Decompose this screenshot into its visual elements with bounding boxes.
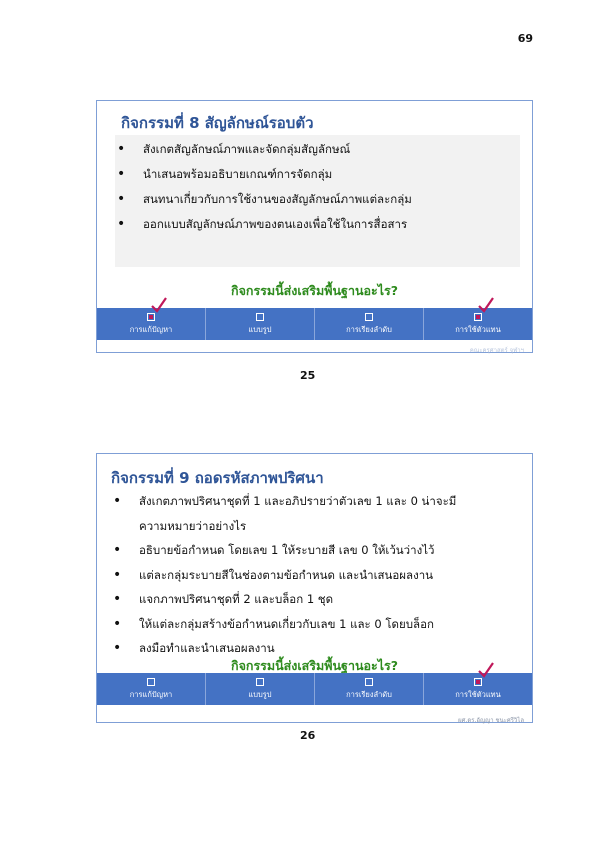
list-item <box>111 538 456 563</box>
list-item <box>111 563 456 588</box>
bullet-dot-icon: • <box>117 191 126 207</box>
checkbox-icon[interactable] <box>147 678 155 686</box>
question-heading: กิจกรรมนี้ส่งเสริมพื้นฐานอะไร? <box>231 658 398 673</box>
checkbox-icon[interactable] <box>147 313 155 321</box>
question-heading: กิจกรรมนี้ส่งเสริมพื้นฐานอะไร? <box>231 283 398 298</box>
option-pattern[interactable] <box>206 673 315 705</box>
option-problem-solving[interactable] <box>97 673 206 705</box>
slide-number: 25 <box>300 369 316 382</box>
option-label: แบบรูป <box>248 325 272 334</box>
list-item-text: สนทนาเกี่ยวกับการใช้งานของสัญลักษณ์ภาพแต่ละกลุ่ม <box>143 192 412 206</box>
list-item <box>111 489 456 514</box>
bullet-dot-icon: • <box>113 542 122 558</box>
checkbox-icon[interactable] <box>365 678 373 686</box>
bullet-dot-icon: • <box>117 216 126 232</box>
list-item-text: สังเกตภาพปริศนาชุดที่ 1 และอภิปรายว่าตัวเลข 1 และ 0 น่าจะมี <box>139 494 457 508</box>
checkbox-icon[interactable] <box>256 313 264 321</box>
page-number: 69 <box>517 32 533 45</box>
activity-slide-8 <box>96 100 533 353</box>
list-item-text: อธิบายข้อกำหนด โดยเลข 1 ให้ระบายสี เลข 0 ให้เว้นว่างไว้ <box>139 543 435 557</box>
list-item <box>115 212 412 237</box>
checkbox-icon[interactable] <box>474 678 482 686</box>
slide-credit: ผศ.ดร.อัญญา ชนะศรีวิไล <box>458 717 524 724</box>
checkbox-icon[interactable] <box>256 678 264 686</box>
option-label: การเรียงลำดับ <box>346 690 392 699</box>
option-pattern[interactable] <box>206 308 315 340</box>
slide-title: กิจกรรมที่ 8 สัญลักษณ์รอบตัว <box>121 114 314 132</box>
bullet-dot-icon: • <box>113 566 122 583</box>
option-representation[interactable] <box>424 308 532 340</box>
list-item-text: แต่ละกลุ่มระบายสีในช่องตามข้อกำหนด และนำเสนอผลงาน <box>139 567 434 582</box>
bullet-list <box>111 489 456 661</box>
option-ordering[interactable] <box>315 308 424 340</box>
options-bar <box>97 673 532 705</box>
list-item-continuation: ความหมายว่าอย่างไร <box>139 518 247 533</box>
option-label: การเรียงลำดับ <box>346 325 392 334</box>
option-label: การแก้ปัญหา <box>129 690 173 699</box>
option-label: การใช้ตัวแทน <box>455 325 501 334</box>
options-bar <box>97 308 532 340</box>
list-item-text: แจกภาพปริศนาชุดที่ 2 และบล็อก 1 ชุด <box>139 592 334 606</box>
bullet-dot-icon: • <box>113 615 122 632</box>
list-item <box>115 162 412 187</box>
bullet-dot-icon: • <box>113 493 122 509</box>
checkbox-icon[interactable] <box>365 313 373 321</box>
option-label: แบบรูป <box>248 690 272 699</box>
list-item <box>111 612 456 637</box>
list-item-text: สังเกตสัญลักษณ์ภาพและจัดกลุ่มสัญลักษณ์ <box>143 142 351 156</box>
option-representation[interactable] <box>424 673 532 705</box>
activity-slide-9 <box>96 453 533 723</box>
list-item-text: ลงมือทำและนำเสนอผลงาน <box>139 641 275 655</box>
list-item-text: ออกแบบสัญลักษณ์ภาพของตนเองเพื่อใช้ในการสื่อสาร <box>143 217 408 231</box>
list-item <box>115 137 412 162</box>
bullet-dot-icon: • <box>117 166 126 182</box>
option-ordering[interactable] <box>315 673 424 705</box>
option-label: การแก้ปัญหา <box>129 325 173 334</box>
slide-credit: คณะครุศาสตร์ จุฬาฯ <box>469 347 524 354</box>
bullet-list <box>115 137 412 237</box>
list-item-text: ให้แต่ละกลุ่มสร้างข้อกำหนดเกี่ยวกับเลข 1 และ 0 โดยบล็อก <box>139 616 434 631</box>
list-item-text: นำเสนอพร้อมอธิบายเกณฑ์การจัดกลุ่ม <box>143 167 333 181</box>
option-problem-solving[interactable] <box>97 308 206 340</box>
bullet-dot-icon: • <box>113 640 122 656</box>
checkbox-icon[interactable] <box>474 313 482 321</box>
bullet-dot-icon: • <box>117 141 126 157</box>
slide-number: 26 <box>300 729 316 742</box>
list-item <box>115 187 412 212</box>
bullet-dot-icon: • <box>113 591 122 607</box>
list-item <box>111 587 456 612</box>
slide-title: กิจกรรมที่ 9 ถอดรหัสภาพปริศนา <box>111 469 324 487</box>
option-label: การใช้ตัวแทน <box>455 690 501 699</box>
